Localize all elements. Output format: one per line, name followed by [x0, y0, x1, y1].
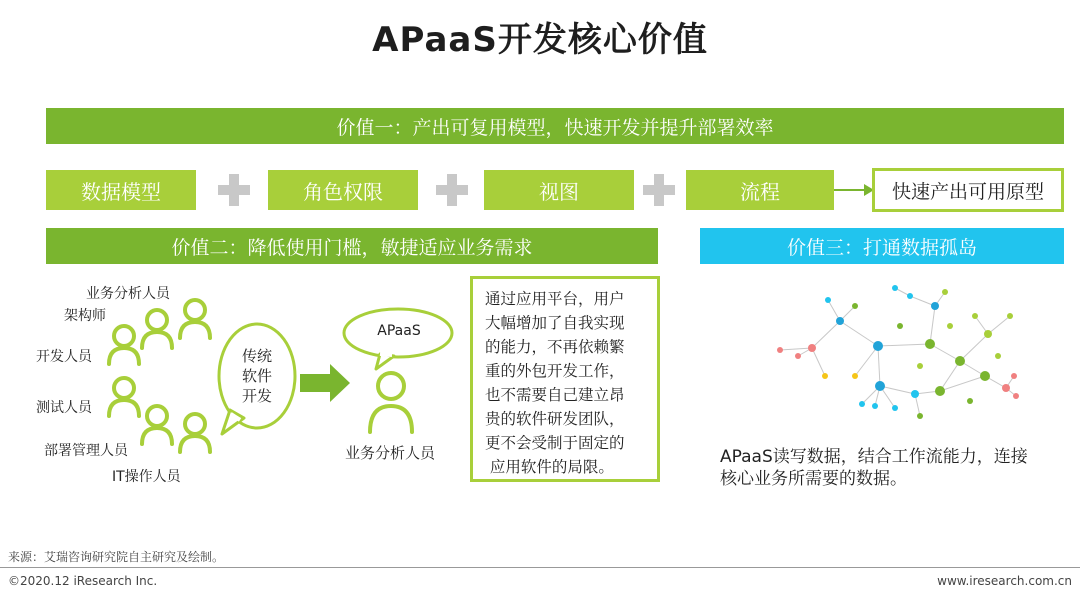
description-line: 大幅增加了自我实现	[485, 314, 625, 332]
description-line: APaaS读写数据，结合工作流能力，连接	[720, 447, 1028, 467]
apaas-bubble-label: APaaS	[377, 323, 421, 339]
bubble-text-line: 开发	[241, 387, 272, 405]
step-data-model: 数据模型	[46, 170, 196, 210]
business-analyst-icon	[366, 368, 416, 438]
source-note: 来源：艾瑞咨询研究院自主研究及绘制。	[8, 550, 225, 564]
role-label: 架构师	[64, 308, 106, 324]
result-prototype-box: 快速产出可用原型	[872, 168, 1064, 212]
description-line: 重的外包开发工作，	[485, 362, 625, 380]
data-network-graph	[770, 276, 1030, 426]
description-line: 也不需要自己建立昂	[485, 386, 625, 404]
step-workflow: 流程	[686, 170, 834, 210]
role-label: 开发人员	[36, 349, 92, 365]
target-role-label: 业务分析人员	[345, 444, 436, 462]
copyright: ©2020.12 iResearch Inc.	[8, 574, 158, 588]
arrow-right-icon	[834, 180, 876, 200]
description-line: 的能力，不再依赖繁	[485, 338, 625, 356]
description-line: 通过应用平台，用户	[485, 290, 625, 308]
plus-icon	[218, 174, 250, 206]
value2-banner: 价值二：降低使用门槛，敏捷适应业务需求	[46, 228, 658, 264]
bubble-text-line: 软件	[241, 367, 272, 385]
page-title: APaaS开发核心价值	[372, 20, 708, 60]
bubble-text-line: 传统	[241, 347, 272, 365]
value3-banner: 价值三：打通数据孤岛	[700, 228, 1064, 264]
plus-icon	[643, 174, 675, 206]
role-label: 业务分析人员	[86, 286, 170, 302]
apaas-bubble	[340, 305, 460, 375]
step-view: 视图	[484, 170, 634, 210]
footer-divider	[0, 567, 1080, 568]
people-group-icon	[100, 296, 220, 466]
value2-description-box	[470, 276, 660, 482]
role-label: 部署管理人员	[44, 443, 128, 459]
description-line: 贵的软件研发团队，	[485, 410, 625, 428]
plus-icon	[436, 174, 468, 206]
description-line: 应用软件的局限。	[485, 458, 614, 476]
description-line: 更不会受制于固定的	[485, 434, 625, 452]
website: www.iresearch.com.cn	[937, 574, 1072, 588]
role-label: 测试人员	[36, 400, 92, 416]
value3-description	[720, 446, 1028, 490]
description-line: 核心业务所需要的数据。	[720, 469, 907, 489]
value1-banner: 价值一：产出可复用模型，快速开发并提升部署效率	[46, 108, 1064, 144]
role-label: IT操作人员	[112, 469, 181, 485]
step-role-permission: 角色权限	[268, 170, 418, 210]
